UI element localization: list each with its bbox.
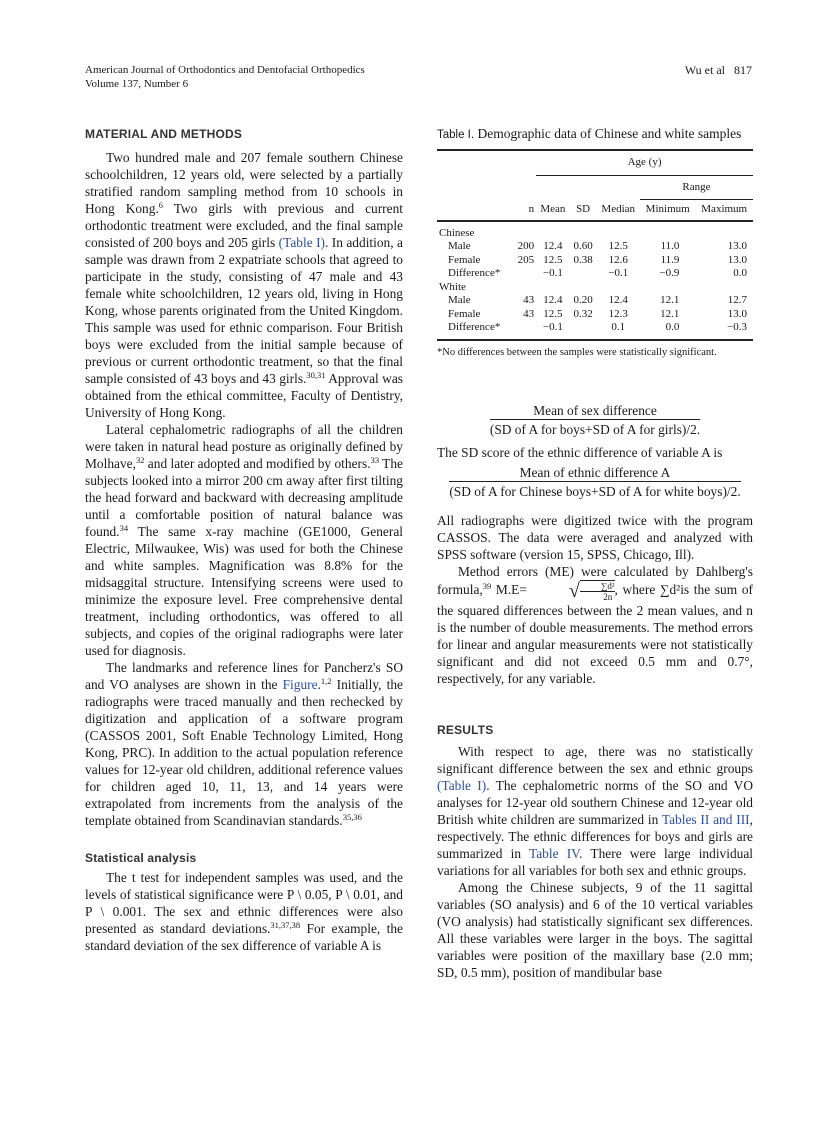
table-cell: 200: [517, 240, 535, 252]
analysis-body: [437, 512, 753, 687]
cross-reference-link[interactable]: Tables II and III: [661, 811, 750, 827]
authors: Wu et al: [684, 63, 725, 77]
citation-superscript[interactable]: 31,37,38: [270, 920, 301, 930]
table-cell: 12.4: [543, 294, 563, 306]
row-label: Difference*: [448, 267, 501, 279]
row-label: Male: [448, 240, 471, 252]
ethnic-intro: The SD score of the ethnic difference of variable A is: [437, 444, 723, 460]
paragraph: [85, 421, 403, 659]
paragraph: [85, 869, 403, 954]
cross-reference-link[interactable]: (Table I): [437, 777, 487, 793]
text-run: All radiographs were digitized twice with the program CASSOS. The data were averaged and analyzed with SPSS software (version 15, SPSS, Chicago, Ill).: [437, 512, 753, 562]
row-label: Difference*: [448, 321, 501, 333]
citation-superscript[interactable]: 6: [158, 200, 164, 210]
row-label: Male: [448, 294, 471, 306]
group-row: [437, 281, 753, 295]
text-run: . The cephalometric norms of the SO and VO analyses for 12-year old southern Chinese and 12-year old British white children are summarized in: [437, 777, 753, 827]
column-header: Median: [601, 202, 636, 215]
table-row: [437, 267, 753, 281]
citation-superscript[interactable]: 34: [119, 523, 129, 533]
formula-numerator: Mean of sex difference: [533, 402, 657, 418]
table-cell: 0.60: [573, 240, 593, 252]
citation-superscript[interactable]: 39: [482, 580, 492, 591]
paragraph: [85, 659, 403, 829]
paragraph: [437, 879, 753, 981]
cross-reference-link[interactable]: (Table I): [278, 235, 325, 250]
text-run: M.E=: [491, 581, 527, 597]
radicand-numerator: ∑d²: [600, 580, 615, 591]
table-cell: 0.32: [573, 307, 593, 320]
table-cell: 12.6: [608, 253, 628, 266]
table-cell: 0.20: [573, 294, 593, 306]
cross-reference-link[interactable]: Figure: [282, 677, 318, 692]
section-heading: MATERIAL AND METHODS: [85, 127, 243, 141]
table-cell: 13.0: [727, 307, 747, 320]
table-cell: [570, 267, 597, 281]
text-run: Lateral cephalometric radiographs of all the children were taken in natural head posture as originally defined by Molhave,: [85, 422, 403, 471]
table-cell: 12.1: [660, 307, 680, 320]
statistics-body: [85, 869, 403, 954]
table-footnote: *No differences between the samples were statistically significant.: [437, 346, 717, 358]
row-label: Female: [448, 307, 481, 320]
journal-title: American Journal of Orthodontics and Dentofacial Orthopedics: [85, 64, 365, 76]
table-cell: 13.0: [727, 240, 747, 252]
text-run: , where ∑d²is the sum of the squared differences between the 2 mean values, and n is the number of double measurements. The method errors for linear and angular measurements were not statistically significant and did not exceed 0.5 mm and 0.7°, respectively, for any variable.: [437, 581, 753, 686]
journal-volume: Volume 137, Number 6: [85, 78, 189, 90]
text-run: . There were large individual variations for all variables for both sex and ethnic groups.: [437, 845, 754, 878]
table-row: [437, 321, 753, 340]
table-cell: 12.7: [727, 294, 747, 306]
subsection-heading: Statistical analysis: [85, 851, 197, 865]
citation-superscript[interactable]: 1,2: [320, 676, 332, 686]
citation-superscript[interactable]: 33: [370, 455, 380, 465]
citation-superscript[interactable]: 35,36: [342, 812, 362, 822]
formula-numerator: Mean of ethnic difference A: [519, 464, 671, 480]
table-row: [437, 240, 753, 254]
table-cell: 13.0: [727, 253, 747, 266]
row-label: Female: [448, 253, 481, 266]
text-run: . In addition, a sample was drawn from 2 expatriate schools that agreed to participate in the study, consisting of 47 male and 43 female white schoolchildren, 12 years old, living in Hong Kong, whose parents originated from the United Kingdom. This sample was used for ethnic comparison. Four British boys were excluded from the initial sample because of previous or current orthodontic treatment, so that the final sample consisted of 43 boys and 43 girls.: [85, 235, 403, 386]
table-cell: 43: [523, 307, 535, 320]
methods-body: [85, 149, 403, 829]
text-run: Initially, the radiographs were traced manually and then rechecked by digitization and application of a software program (CASSOS 2001, Soft Enable Technology Limited, Hong Kong, PRC). In addition to the actual population reference values for 12-year old children, additional reference values for children aged 10, 11, 13, and 14 years were extrapolated from increments from the analysis of the template obtained from Scandinavian standards.: [85, 677, 403, 828]
table-row: [437, 308, 753, 322]
range-header: Range: [640, 175, 753, 200]
table-cell: 0.0: [733, 267, 747, 279]
text-run: Among the Chinese subjects, 9 of the 11 sagittal variables (SO analysis) and 6 of the 10 vertical variables (VO analysis) had statistically significant sex differences. All these variables were larger in the boys. The sagittal variables were position of the maxillary base (2.0 mm; SD, 0.5 mm), position of mandibular base: [437, 879, 753, 980]
text-run: The subjects looked into a mirror 200 cm away after first tilting the head forward and backward with decreasing amplitude until a comfortable position of natural balance was found.: [85, 456, 403, 539]
right-column: [437, 126, 753, 981]
text-run: Method errors (ME) were calculated by Dahlberg's formula,: [437, 563, 753, 597]
table-cell: [512, 267, 536, 281]
page-number: 817: [734, 63, 752, 77]
sex-difference-formula: [437, 402, 753, 438]
text-run: For example, the standard deviation of the sex difference of variable A is: [85, 921, 403, 953]
table-cell: 12.5: [608, 240, 628, 252]
dahlberg-sqrt-formula: [527, 580, 615, 602]
radical-sign-icon: √: [568, 579, 580, 602]
demographic-table: [437, 149, 753, 341]
radicand-fraction: [580, 580, 615, 602]
table-cell: 12.5: [543, 253, 563, 266]
text-run: Two hundred male and 207 female southern Chinese schoolchildren, 12 years old, were selected by a partially stratified random sampling method from 10 schools in Hong Kong.: [85, 150, 403, 216]
table-cell: 12.5: [543, 307, 563, 320]
table-cell: 12.3: [608, 307, 628, 320]
table-row: [437, 294, 753, 308]
table-cell: [512, 321, 536, 340]
column-header: [437, 200, 512, 221]
column-header: n: [528, 202, 535, 215]
text-run: .: [317, 677, 321, 692]
table-cell: −0.9: [659, 267, 680, 279]
paragraph: [437, 563, 753, 687]
column-header: SD: [576, 202, 591, 215]
column-header: Maximum: [701, 203, 748, 215]
table-cell: 0.38: [573, 253, 593, 266]
text-run: and later adopted and modified by others.: [144, 456, 371, 471]
age-header: Age (y): [536, 150, 753, 175]
text-run: , respectively. The ethnic differences for boys and girls are summarized in: [437, 811, 753, 861]
table-label: Table I.: [437, 129, 475, 141]
text-run: Approval was obtained from the ethical committee, Faculty of Dentistry, University of Hong Kong.: [85, 371, 404, 420]
page-header-right: [685, 63, 752, 77]
column-header: Mean: [540, 202, 566, 215]
table-row: [437, 254, 753, 268]
paragraph: [437, 512, 753, 563]
table-cell: 0.0: [665, 321, 680, 333]
group-label: Chinese: [439, 226, 475, 239]
table-cell: −0.1: [542, 267, 563, 279]
text-run: The landmarks and reference lines for Pancherz's SO and VO analyses are shown in the: [85, 660, 403, 692]
table-cell: 205: [517, 253, 535, 266]
text-run: Two girls with previous and current orthodontic treatment were excluded, and the final sample consisted of 200 boys and 205 girls: [85, 201, 403, 250]
left-column: [85, 127, 403, 954]
table-cell: 43: [523, 294, 535, 306]
text-run: The t test for independent samples was used, and the levels of statistical significance were P \ 0.05, P \ 0.01, and P \ 0.001. The sex and ethnic differences were also presented as standard deviations.: [85, 870, 403, 936]
results-heading: RESULTS: [437, 722, 494, 737]
table-cell: −0.3: [727, 321, 747, 333]
table-cell: [570, 321, 597, 340]
table-caption-text: Demographic data of Chinese and white samples: [477, 126, 742, 141]
group-row: [437, 221, 753, 241]
formula-denominator: (SD of A for boys+SD of A for girls)/2.: [490, 419, 700, 438]
text-run: With respect to age, there was no statistically significant difference between the sex and ethnic groups: [437, 743, 753, 776]
citation-superscript[interactable]: 30,31: [306, 370, 326, 380]
running-header: [85, 63, 365, 91]
formula-denominator: (SD of A for Chinese boys+SD of A for white boys)/2.: [449, 481, 740, 500]
text-run: The same x-ray machine (GE1000, General Electric, Milwaukee, Wis) was used for both the Chinese and white samples. Magnification was 8.8% for the midsaggital structure. Intensifying screens were used to minimize the exposure level. Free comprehensive dental treatment, including orthodontics, was offered to all subjects, and copies of the original radiographs were later used for diagnosis.: [85, 524, 403, 658]
group-label: White: [439, 280, 466, 293]
ethnic-difference-formula: [437, 464, 753, 500]
paragraph: [85, 149, 403, 421]
table-cell: 12.4: [608, 294, 628, 306]
table-caption: [437, 126, 753, 143]
results-body: [437, 743, 753, 981]
table-cell: −0.1: [542, 321, 563, 333]
citation-superscript[interactable]: 32: [135, 455, 145, 465]
paragraph: [437, 743, 753, 879]
cross-reference-link[interactable]: Table IV: [528, 845, 580, 861]
column-header: Minimum: [645, 203, 690, 215]
table-cell: 0.1: [611, 321, 626, 333]
radicand-denominator: 2n: [580, 591, 615, 602]
table-cell: −0.1: [608, 267, 629, 279]
table-cell: 12.1: [660, 294, 680, 306]
table-cell: 11.0: [660, 240, 680, 252]
table-cell: 12.4: [543, 240, 563, 252]
table-cell: 11.9: [660, 253, 680, 266]
